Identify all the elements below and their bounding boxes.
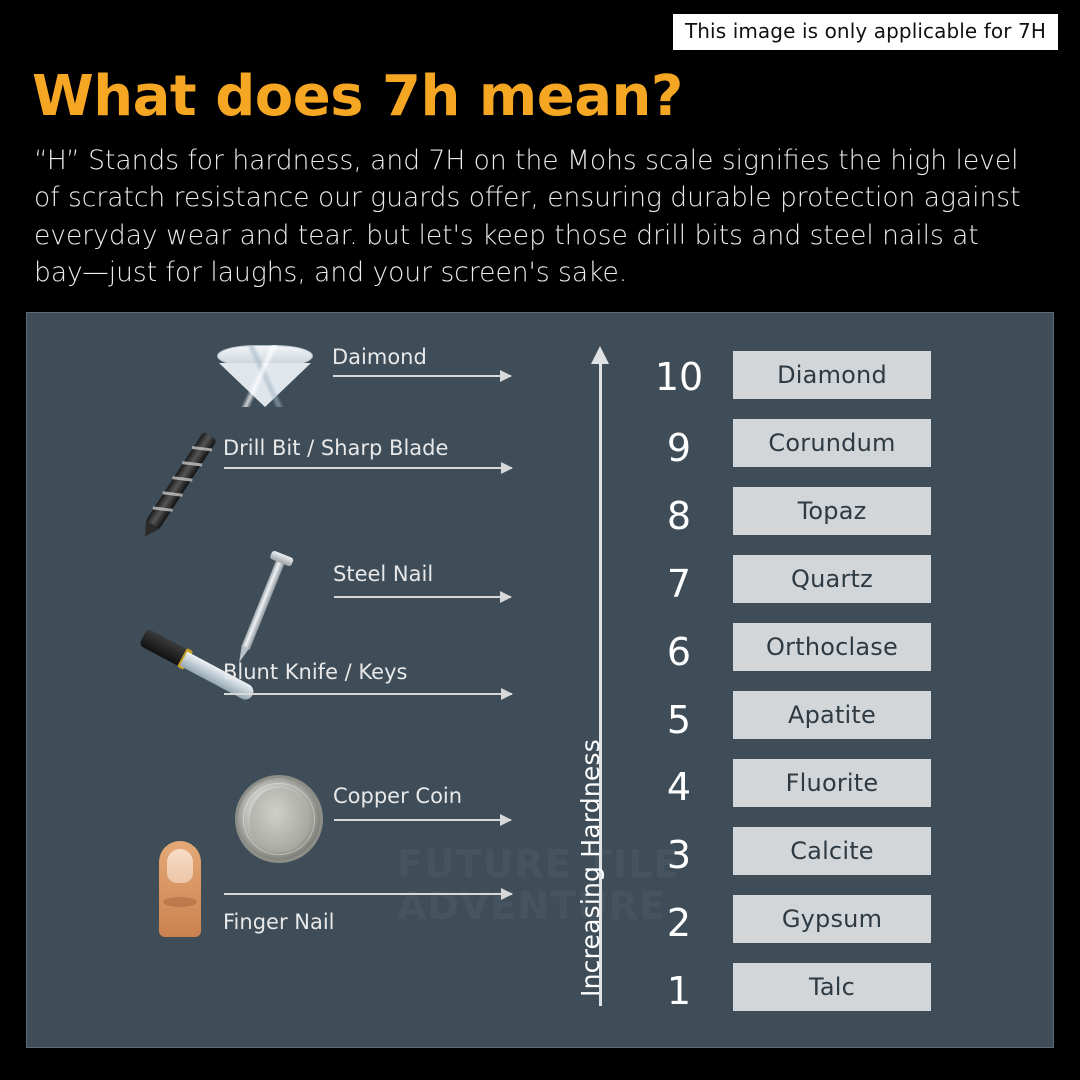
scale-number-1: 1 bbox=[666, 969, 692, 1013]
mineral-chip-apatite[interactable]: Apatite bbox=[733, 691, 931, 739]
mineral-chip-calcite[interactable]: Calcite bbox=[733, 827, 931, 875]
diamond-icon bbox=[217, 345, 313, 409]
drill-bit-icon bbox=[147, 421, 217, 551]
tool-label-drill-bit: Drill Bit / Sharp Blade bbox=[223, 436, 449, 460]
mineral-chip-talc[interactable]: Talc bbox=[733, 963, 931, 1011]
scale-number-7: 7 bbox=[666, 562, 692, 606]
mineral-chip-gypsum[interactable]: Gypsum bbox=[733, 895, 931, 943]
tool-label-diamond: Daimond bbox=[332, 345, 427, 369]
scale-number-5: 5 bbox=[666, 698, 692, 742]
description-paragraph: “H” Stands for hardness, and 7H on the Mohs scale signifies the high level of scratch resistance our guards offer, ensuring durable protection against everyday wear and tear. but let's keep those drill bits and steel nails at bay—just for laughs, and your screen's sake. bbox=[34, 144, 1021, 288]
page-title: What does 7h mean? bbox=[32, 63, 683, 129]
mineral-chip-diamond[interactable]: Diamond bbox=[733, 351, 931, 399]
scale-number-10: 10 bbox=[654, 355, 704, 399]
scale-number-4: 4 bbox=[666, 765, 692, 809]
arrow-knife bbox=[224, 693, 512, 695]
mineral-chip-orthoclase[interactable]: Orthoclase bbox=[733, 623, 931, 671]
scale-number-9: 9 bbox=[666, 426, 692, 470]
mohs-scale-panel bbox=[26, 312, 1054, 1048]
tool-label-knife: Blunt Knife / Keys bbox=[223, 660, 408, 684]
applicability-badge: This image is only applicable for 7H bbox=[673, 14, 1058, 50]
watermark-text bbox=[397, 843, 680, 927]
coin-icon bbox=[235, 775, 329, 869]
mineral-chip-corundum[interactable]: Corundum bbox=[733, 419, 931, 467]
tool-label-steel-nail: Steel Nail bbox=[333, 562, 434, 586]
arrow-finger-nail bbox=[224, 893, 512, 895]
axis-caption: Increasing Hardness bbox=[576, 739, 605, 997]
scale-number-6: 6 bbox=[666, 630, 692, 674]
arrow-drill-bit bbox=[224, 467, 512, 469]
scale-number-2: 2 bbox=[666, 901, 692, 945]
scale-number-8: 8 bbox=[666, 494, 692, 538]
mineral-chip-topaz[interactable]: Topaz bbox=[733, 487, 931, 535]
mineral-chip-quartz[interactable]: Quartz bbox=[733, 555, 931, 603]
tool-label-coin: Copper Coin bbox=[333, 784, 463, 808]
arrow-diamond bbox=[333, 375, 511, 377]
arrow-steel-nail bbox=[334, 596, 511, 598]
mineral-chip-fluorite[interactable]: Fluorite bbox=[733, 759, 931, 807]
finger-nail-icon bbox=[159, 841, 205, 941]
scale-number-3: 3 bbox=[666, 833, 692, 877]
tool-label-finger-nail: Finger Nail bbox=[223, 910, 335, 934]
arrow-coin bbox=[334, 819, 511, 821]
